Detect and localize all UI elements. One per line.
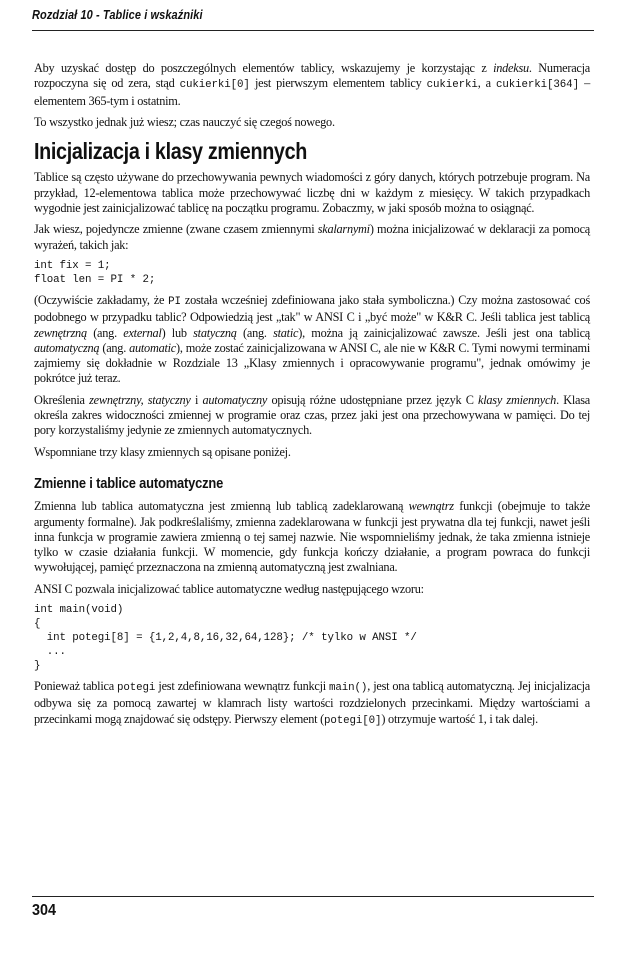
inline-code: cukierki[0] [179,79,250,92]
page-body [34,61,590,735]
section2-paragraph-1: Zmienna lub tablica automatyczna jest zmienną lub tablicą zadeklarowaną wewnątrz funkcji (obejmuje to także argumenty formalne). Jak podkreślaliśmy, zmienna zadeklarowana w funkcji jest prywatna dla tej funkcji, nawet jeśli inna funkcja w programie zawiera zmienną o tej samej nazwie. Nie wspomnieliśmy jednak, że taka zmienna istnieje tylko w czasie działania funkcji. W momencie, gdy funkcja kończy działanie, a program powraca do funkcji wywołującej, pamięć przeznaczona na zmienną automatyczną jest zwalniana. [34,499,590,575]
chapter-title: Tablice i wskaźniki [102,8,203,22]
section1-paragraph-5: Wspomniane trzy klasy zmiennych są opisane poniżej. [34,444,291,459]
chapter-label: Rozdział 10 [32,8,93,22]
intro-paragraph-1: Aby uzyskać dostęp do poszczególnych elementów tablicy, wskazujemy je korzystając z indeksu. Numeracja rozpoczyna się od zera, stąd cukierki[0] jest pierwszym elementem tablicy cukierki, a cukierki[364] – elementem 365-tym i ostatnim. [34,61,590,108]
inline-code: cukierki[364] [496,79,579,92]
section1-paragraph-1: Tablice są często używane do przechowywania pewnych wiadomości z góry danych, których potrzebuje program. Na przykład, 12-elementowa tablica może przechowywać liczbę dni w każdym z miesięcy. W takich przypadkach wygodnie jest zainicjalizować tablicę na początku programu. Zobaczmy, w jaki sposób można to osiągnąć. [34,170,590,216]
running-header [32,8,203,22]
section1-paragraph-4: Określenia zewnętrzny, statyczny i automatyczny opisują różne udostępniane przez język C klasy zmiennych. Klasa określa zakres widoczności zmiennej w programie oraz czas, przez jaki jest ona przechowywana w pamięci. Do tej pory korzystaliśmy jedynie ze zmiennych automatycznych. [34,392,590,438]
page-number: 304 [32,902,57,919]
section-heading: Inicjalizacja i klasy zmiennych [34,138,307,165]
section2-paragraph-3: Ponieważ tablica potegi jest zdefiniowana wewnątrz funkcji main(), jest ona tablicą automatyczną. Jej inicjalizacja odbywa się za pomocą zawartej w klamrach listy wartości rozdzielonych przecinkami. Między wartościami a przecinkami mogą znajdować się odstępy. Pierwszy element (potegi[0]) otrzymuje wartość 1, i tak dalej. [34,679,590,727]
section1-paragraph-3: (Oczywiście zakładamy, że PI została wcześniej zdefiniowana jako stała symboliczna.) Czy można zastosować coś podobnego w przypadku tablic? Odpowiedzią jest „tak" w ANSI C i „być może" w K&R C. Jeśli tablica jest tablicą zewnętrzną (ang. external) lub statyczną (ang. static), można ją zainicjalizować zawsze. Jeśli jest ona tablicą automatyczną (ang. automatic), może zostać zainicjalizowana w ANSI C, ale nie w K&R C. Tymi nowymi terminami zajmiemy się dokładnie w Rozdziale 13 „Klasy zmiennych i opracowywanie programu", jednak omówimy je pokrótce już teraz. [34,292,591,386]
subsection-heading: Zmienne i tablice automatyczne [34,474,224,492]
header-separator: - [96,8,100,22]
inline-code: main() [329,682,368,695]
section2-paragraph-2: ANSI C pozwala inicjalizować tablice automatyczne według następującego wzoru: [34,581,424,596]
inline-code: cukierki [426,79,478,92]
inline-code: potegi [117,682,156,695]
code-listing-1: int fix = 1; float len = PI * 2; [34,259,156,286]
inline-code: PI [168,295,181,308]
section1-paragraph-2: Jak wiesz, pojedyncze zmienne (zwane czasem zmiennymi skalarnymi) można inicjalizować w deklaracji za pomocą wyrażeń, takich jak: [34,222,590,252]
footer-rule [32,896,594,897]
intro-paragraph-2: To wszystko jednak już wiesz; czas nauczyć się czegoś nowego. [34,114,335,129]
code-listing-2: int main(void) { int potegi[8] = {1,2,4,8,16,32,64,128}; /* tylko w ANSI */ ... } [34,604,417,673]
header-rule [32,30,594,31]
inline-code: potegi[0] [323,714,382,727]
